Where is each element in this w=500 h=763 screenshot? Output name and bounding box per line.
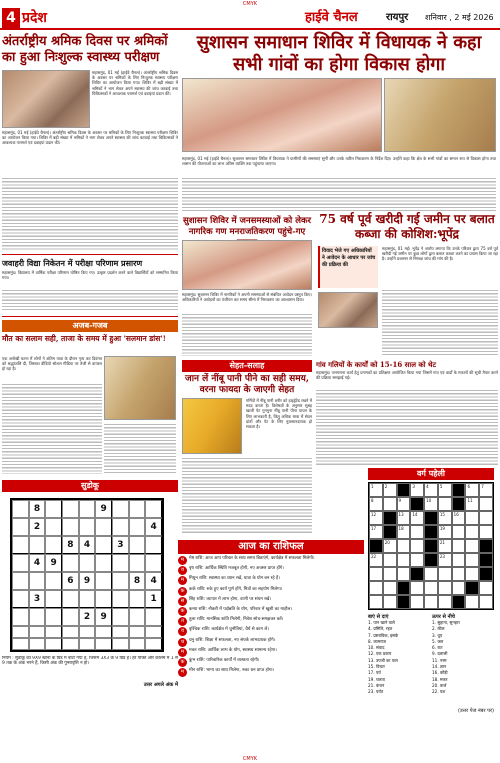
crossword-cell[interactable] [438, 497, 452, 511]
crossword-cell[interactable] [410, 497, 424, 511]
crossword-cell[interactable] [369, 581, 383, 595]
sudoku-cell [12, 626, 29, 638]
sudoku-cell [79, 638, 96, 650]
crossword-cell[interactable]: 18 [397, 525, 411, 539]
crossword-cell[interactable] [479, 539, 493, 553]
sudoku-cell [12, 554, 29, 572]
sudoku-cell [129, 554, 146, 572]
divider [2, 316, 178, 317]
crossword-cell[interactable] [383, 553, 397, 567]
rashifal-text: वृष राशि: आर्थिक स्थिति मजबूत होगी, नए अवसर प्राप्त होंगे। [189, 566, 284, 572]
crossword-clue: 23. पर्वत [368, 689, 384, 695]
crossword-cell[interactable] [438, 567, 452, 581]
crossword-cell[interactable] [383, 581, 397, 595]
crossword-cell[interactable]: 14 [410, 511, 424, 525]
across-heading: बाएं से दाएं [368, 614, 389, 620]
sudoku-cell [79, 590, 96, 608]
sudoku-cell [79, 626, 96, 638]
ajab-body: एक अनोखी घटना में लोगों ने अंतिम यात्रा के दौरान नृत्य कर दिवंगत को श्रद्धांजलि दी, जिसका वीडियो सोशल मीडिया पर तेजी से वायरल हो रहा है। [2, 356, 102, 372]
sudoku-cell [145, 626, 162, 638]
down-heading: ऊपर से नीचे [432, 614, 455, 620]
exam-body: महासमुंद। विद्यालय में वार्षिक परीक्षा परिणाम घोषित किए गए। उत्कृष्ट प्रदर्शन करने वाले विद्यार्थियों को सम्मानित किया गया। [2, 270, 178, 281]
rashifal-title: आज का राशिफल [178, 540, 364, 554]
crossword-cell[interactable]: 6 [465, 483, 479, 497]
crossword-clue: 18. मकर [432, 676, 448, 682]
crossword-cell[interactable] [452, 539, 466, 553]
sudoku-cell [129, 536, 146, 554]
sudoku-cell [145, 638, 162, 650]
sudoku-cell [45, 518, 62, 536]
sudoku-cell [12, 608, 29, 626]
census-body: महासमुंद। जनगणना कार्य हेतु प्रगणकों का प्रशिक्षण आयोजित किया गया जिसमें गांव एवं वार्डों के मकानों की सूची तैयार करने की प्रक्रिया समझाई गई। [316, 370, 498, 381]
crossword-cell[interactable] [465, 595, 479, 609]
sudoku-cell [12, 572, 29, 590]
issue-date: शनिवार , 2 मई 2026 [425, 13, 494, 22]
sudoku-cell [95, 518, 112, 536]
sudoku-title: सुडोकू [2, 480, 178, 492]
sushasan-photo-main [182, 78, 382, 152]
sudoku-cell [112, 626, 129, 638]
sudoku-cell [29, 572, 46, 590]
crossword-cell[interactable] [410, 595, 424, 609]
crossword-clue: 1. सुहाना, सुनहरा [432, 620, 460, 625]
rashifal-item [178, 658, 364, 667]
sudoku-cell [79, 500, 96, 518]
rashifal-item [178, 607, 364, 616]
sudoku-cell [45, 638, 62, 650]
sudoku-cell [112, 518, 129, 536]
sudoku-cell: 9 [45, 554, 62, 572]
sudoku-cell [79, 554, 96, 572]
rashifal-text: तुला राशि: मानसिक शांति मिलेगी, निवेश सोच-समझकर करें। [189, 617, 284, 623]
sudoku-cell [95, 536, 112, 554]
sudoku-cell: 8 [29, 500, 46, 518]
page-number: 4 [2, 8, 20, 28]
rashifal-text: मेष राशि: आज आप परिवार के साथ समय बिताएंगे, कार्यक्षेत्र में सफलता मिलेगी। [189, 556, 315, 561]
page-header [0, 8, 500, 30]
crossword-clue: 12. एक प्रकार [368, 651, 392, 657]
crossword-cell[interactable] [424, 553, 438, 567]
labour-day-headline: अंतर्राष्ट्रीय श्रमिक दिवस पर श्रमिकों का हुआ निःशुल्क स्वास्थ्य परीक्षण [2, 34, 168, 65]
crossword-cell[interactable] [479, 553, 493, 567]
sudoku-cell [45, 608, 62, 626]
rashifal-list [178, 556, 364, 752]
crossword-clue: 1. पान खाने वाले [368, 620, 395, 625]
rashifal-item [178, 668, 364, 677]
crossword-cell[interactable] [479, 525, 493, 539]
crossword-cell[interactable]: 8 [369, 497, 383, 511]
crossword-cell[interactable]: 23 [438, 553, 452, 567]
crossword-clue: 16. कौड़ी [432, 670, 448, 676]
crossword-clue: 11. नरम [432, 657, 447, 663]
health-column-text [182, 456, 312, 534]
labour-day-body-1: महासमुंद, 01 मई (हाईवे चैनल)। अंतर्राष्ट्रीय श्रमिक दिवस के अवसर पर श्रमिकों के लिए निःशुल्क स्वास्थ्य परीक्षण शिविर का आयोजन किया गया। शिविर में बड़ी संख्या में श्रमिकों ने भाग लेकर अपने स्वास्थ्य की जांच करवाई तथा चिकित्सकों ने आवश्यक परामर्श एवं दवाइयां प्रदान कीं। [92, 70, 178, 96]
crossword-cell[interactable] [465, 511, 479, 525]
crossword-cell[interactable]: 21 [438, 539, 452, 553]
crossword-cell[interactable] [479, 497, 493, 511]
sudoku-cell [112, 500, 129, 518]
crossword-clue: 4. प्रमिलि, रहत [368, 626, 393, 632]
zodiac-icon: म [178, 576, 187, 585]
crossword-clue: 20. कर्ज [432, 682, 447, 688]
crossword-cell[interactable] [465, 581, 479, 595]
sudoku-cell: 2 [29, 518, 46, 536]
janganana-body: महासमुंद। सुशासन शिविर में नागरिकों ने अपनी समस्याओं से संबंधित आवेदन प्रस्तुत किए। अधिकारियों ने आवेदनों का पंजीयन कर समय सीमा में निराकरण का आश्वासन दिया। [182, 292, 312, 303]
sudoku-cell [45, 500, 62, 518]
crossword-cell[interactable] [452, 483, 466, 497]
crossword-cell[interactable]: 20 [383, 539, 397, 553]
sudoku-cell: 9 [95, 500, 112, 518]
labour-day-column-text [2, 176, 178, 250]
sudoku-cell: 1 [145, 590, 162, 608]
rashifal-text: धनु राशि: शिक्षा में सफलता, नए संपर्क लाभदायक होंगे। [189, 637, 276, 643]
across-clues [368, 620, 430, 696]
crossword-cell[interactable] [369, 595, 383, 609]
print-mark-bottom: CMYK [242, 756, 258, 762]
rashifal-text: सिंह राशि: व्यापार में लाभ होगा, वाणी पर संयम रखें। [189, 596, 272, 602]
crossword-footer: (उत्तर पेज नंबर पर) [457, 708, 494, 714]
crossword-cell[interactable]: 5 [438, 483, 452, 497]
rashifal-text: कन्या राशि: नौकरी में पदोन्नति के योग, परिवार में खुशी का माहौल। [189, 606, 293, 612]
sudoku-cell [129, 638, 146, 650]
ajab-headline: मौत का सलाम सही, ताजा के समय में हुआ 'सलमान डांस'! [2, 334, 166, 343]
health-section-title: सेहत-सलाह [182, 360, 312, 372]
sudoku-cell [29, 638, 46, 650]
brand-name: हाईवे चैनल [305, 10, 358, 25]
crossword-cell[interactable] [424, 595, 438, 609]
crossword-cell[interactable] [383, 497, 397, 511]
ajab-column-text [2, 382, 102, 474]
crossword-cell[interactable] [479, 511, 493, 525]
down-clues [432, 620, 496, 696]
sudoku-cell: 9 [95, 608, 112, 626]
sudoku-cell [45, 590, 62, 608]
crossword-grid [368, 482, 494, 610]
crossword-cell[interactable] [424, 511, 438, 525]
crossword-cell[interactable] [397, 567, 411, 581]
sudoku-cell [129, 590, 146, 608]
zodiac-icon: म [178, 556, 187, 565]
land-photo [318, 292, 378, 328]
crossword-cell[interactable]: 1 [369, 483, 383, 497]
crossword-down [432, 614, 496, 696]
health-headline: जान लें नींबू पानी पीने का सही समय, वरना फायदा के जाएगी सेहत [185, 374, 309, 395]
sudoku-cell [129, 626, 146, 638]
section-name: प्रदेश [22, 10, 47, 26]
sudoku-cell [112, 638, 129, 650]
sudoku-cell [12, 500, 29, 518]
crossword-cell[interactable]: 12 [369, 511, 383, 525]
crossword-clue: 21. कंचन [368, 682, 385, 688]
sudoku-cell [95, 572, 112, 590]
sudoku-cell [145, 608, 162, 626]
sushasan-body: महासमुंद, 01 मई (हाईवे चैनल)। सुशासन समाधान शिविर में विधायक ने ग्रामीणों की समस्याएं सुनीं और उनके त्वरित निराकरण के निर्देश दिए। उन्होंने कहा कि क्षेत्र के सभी गांवों का समान रूप से विकास होगा तथा शासन की योजनाओं का लाभ अंतिम व्यक्ति तक पहुंचाया जाएगा। [182, 156, 496, 167]
sudoku-cell [145, 554, 162, 572]
crossword-cell[interactable] [410, 539, 424, 553]
health-body: गर्मियों में नींबू पानी शरीर को हाइड्रेटेड रखने में मदद करता है। विशेषज्ञों के अनुसार सुबह खाली पेट गुनगुना नींबू पानी पीना पाचन के लिए लाभकारी है, किंतु अधिक मात्रा में सेवन दांतों और पेट के लिए नुकसानदायक हो सकता है। [246, 398, 312, 430]
labour-day-body-2: महासमुंद, 01 मई (हाईवे चैनल)। अंतर्राष्ट्रीय श्रमिक दिवस के अवसर पर श्रमिकों के लिए निःशुल्क स्वास्थ्य परीक्षण शिविर का आयोजन किया गया। शिविर में बड़ी संख्या में श्रमिकों ने भाग लेकर अपने स्वास्थ्य की जांच करवाई तथा चिकित्सकों ने आवश्यक परामर्श एवं दवाइयां प्रदान कीं। [2, 130, 178, 146]
crossword-cell[interactable] [424, 525, 438, 539]
crossword-cell[interactable]: 2 [383, 483, 397, 497]
labour-day-photo [2, 70, 90, 128]
crossword-clue: 19. चलता [368, 676, 385, 682]
crossword-cell[interactable] [383, 511, 397, 525]
crossword-cell[interactable] [397, 581, 411, 595]
rashifal-text: वृश्चिक राशि: कार्यक्षेत्र में चुनौतियां, धैर्य से काम लें। [189, 627, 269, 633]
crossword-clue: 9. दलाली [432, 651, 448, 657]
janganana-column-text [182, 312, 312, 356]
zodiac-icon: स [178, 597, 187, 606]
city-name: रायपुर [386, 12, 409, 23]
crossword-clue: 17. पर्व [368, 670, 381, 676]
sudoku-cell [112, 590, 129, 608]
sudoku-cell: 4 [145, 518, 162, 536]
crossword-cell[interactable] [452, 525, 466, 539]
crossword-cell[interactable] [410, 567, 424, 581]
sudoku-footer: उत्तर अगले अंक में [143, 682, 178, 688]
land-column-text [382, 288, 498, 356]
crossword-cell[interactable] [424, 581, 438, 595]
sudoku-cell: 6 [62, 572, 79, 590]
sudoku-cell: 4 [79, 536, 96, 554]
janganana-headline: सुशासन शिविर में जनसमस्याओं को लेकर नागरिक गण मनराजतिकरण पहुंचे-गए [183, 216, 311, 237]
janganana-photo [182, 240, 312, 290]
crossword-cell[interactable]: 10 [424, 497, 438, 511]
crossword-cell[interactable] [383, 595, 397, 609]
crossword-cell[interactable] [465, 525, 479, 539]
sudoku-cell [29, 626, 46, 638]
zodiac-icon: क [178, 607, 187, 616]
crossword-across [368, 614, 430, 696]
sudoku-cell [62, 638, 79, 650]
crossword-cell[interactable] [438, 595, 452, 609]
sushasan-column-text [182, 176, 496, 212]
sudoku-cell [29, 608, 46, 626]
sudoku-cell [62, 626, 79, 638]
zodiac-icon: म [178, 668, 187, 677]
sudoku-cell [12, 590, 29, 608]
print-mark-top: CMYK [242, 1, 258, 7]
sudoku-cell [129, 500, 146, 518]
sudoku-cell [12, 536, 29, 554]
crossword-cell[interactable]: 7 [479, 483, 493, 497]
crossword-cell[interactable] [397, 483, 411, 497]
crossword-cell[interactable] [479, 567, 493, 581]
crossword-cell[interactable] [397, 553, 411, 567]
crossword-cell[interactable] [465, 553, 479, 567]
rashifal-item [178, 576, 364, 585]
crossword-cell[interactable]: 16 [452, 511, 466, 525]
sudoku-cell [12, 518, 29, 536]
rashifal-text: कुंभ राशि: पारिवारिक कार्यों में व्यस्तता रहेगी। [189, 657, 260, 663]
sudoku-cell: 9 [79, 572, 96, 590]
ajab-section-title: अजब-गजब [2, 320, 178, 332]
exam-column-text [2, 288, 178, 310]
sudoku-cell: 8 [129, 572, 146, 590]
sudoku-cell [45, 626, 62, 638]
rashifal-item [178, 566, 364, 575]
sudoku-rules: नियम : सुडोकू को 9X9 खानों के ग्रिड में बांटा गया है, जिसमें 3X3 के 9 ग्रिड हैं। हर पंक्ति और कॉलम में 1 से 9 तक के अंक भरने हैं, किसी अंक की पुनरावृत्ति न हो। [2, 656, 178, 667]
sudoku-cell [45, 572, 62, 590]
sudoku-cell [12, 638, 29, 650]
ajab-column-text-2 [104, 422, 176, 474]
crossword-cell[interactable] [410, 553, 424, 567]
zodiac-icon: व [178, 627, 187, 636]
crossword-cell[interactable]: 15 [438, 511, 452, 525]
sudoku-cell [112, 554, 129, 572]
rashifal-item [178, 597, 364, 606]
sudoku-cell: 4 [145, 572, 162, 590]
crossword-cell[interactable] [369, 567, 383, 581]
crossword-clue: 22. यश [432, 689, 446, 695]
crossword-cell[interactable] [452, 595, 466, 609]
divider [2, 254, 178, 255]
sudoku-cell [129, 608, 146, 626]
crossword-cell[interactable] [465, 567, 479, 581]
rashifal-item [178, 648, 364, 657]
crossword-clue: 5. जल [432, 638, 444, 644]
crossword-cell[interactable] [383, 525, 397, 539]
sudoku-cell: 8 [62, 536, 79, 554]
sudoku-cell [45, 536, 62, 554]
rashifal-text: मकर राशि: आर्थिक लाभ के योग, स्वास्थ्य सामान्य रहेगा। [189, 647, 277, 653]
rashifal-item [178, 556, 364, 565]
crossword-cell[interactable]: 9 [397, 497, 411, 511]
sudoku-cell [95, 554, 112, 572]
sudoku-cell [129, 518, 146, 536]
ajab-photo [104, 356, 176, 420]
crossword-cell[interactable] [479, 581, 493, 595]
sudoku-cell [29, 536, 46, 554]
crossword-cell[interactable] [452, 497, 466, 511]
land-pull-quote: विवाद भेजे गए अधिकारियों ने आवेदन के आधार पर जांच की प्रक्रिया की [318, 246, 378, 288]
crossword-cell[interactable] [479, 595, 493, 609]
sudoku-grid [10, 498, 164, 652]
health-photo [182, 398, 242, 454]
sudoku-cell: 3 [112, 536, 129, 554]
sudoku-cell [62, 590, 79, 608]
crossword-clue: 10. संवाद [368, 645, 385, 651]
rashifal-item [178, 617, 364, 626]
crossword-cell[interactable] [452, 567, 466, 581]
crossword-cell[interactable] [452, 581, 466, 595]
sudoku-cell [145, 536, 162, 554]
crossword-cell[interactable] [410, 525, 424, 539]
crossword-cell[interactable] [383, 567, 397, 581]
zodiac-icon: व [178, 566, 187, 575]
crossword-cell[interactable]: 13 [397, 511, 411, 525]
sudoku-cell: 2 [79, 608, 96, 626]
rashifal-text: मीन राशि: भाग्य का साथ मिलेगा, रुका धन प्राप्त होगा। [189, 668, 275, 674]
zodiac-icon: म [178, 648, 187, 657]
crossword-clue: 3. धूप [432, 632, 443, 638]
sudoku-cell: 4 [29, 554, 46, 572]
sudoku-cell: 3 [29, 590, 46, 608]
crossword-clue: 6. रात [432, 645, 443, 651]
crossword-clue: 7. प्रस्ताविक, इसके [368, 632, 399, 638]
crossword-clue: 15. विचार [368, 664, 385, 670]
crossword-cell[interactable]: 22 [369, 553, 383, 567]
crossword-cell[interactable] [410, 581, 424, 595]
crossword-cell[interactable]: 19 [438, 525, 452, 539]
census-column-text [316, 388, 498, 466]
crossword-cell[interactable]: 11 [465, 497, 479, 511]
crossword-cell[interactable] [438, 581, 452, 595]
land-headline: 75 वर्ष पूर्व खरीदी गई जमीन पर बलात कब्जा की कोशिश:भूपेंद्र [319, 212, 495, 241]
sudoku-cell [112, 608, 129, 626]
sudoku-cell [62, 500, 79, 518]
crossword-cell[interactable] [424, 539, 438, 553]
exam-headline: जवाहरी विद्या निकेतन में परीक्षा परिणाम प्रसारण [2, 258, 143, 268]
sudoku-cell [95, 590, 112, 608]
zodiac-icon: त [178, 617, 187, 626]
sudoku-cell [62, 608, 79, 626]
zodiac-icon: क [178, 587, 187, 596]
crossword-clue: 13. उपजी का फल [368, 657, 398, 663]
rashifal-item [178, 638, 364, 647]
crossword-title: वर्ग पहेली [368, 468, 494, 480]
crossword-clue: 14. ज्ञान [432, 664, 447, 670]
crossword-cell[interactable] [369, 539, 383, 553]
sudoku-cell [79, 518, 96, 536]
sudoku-cell [62, 554, 79, 572]
crossword-cell[interactable] [397, 595, 411, 609]
sudoku-cell [95, 638, 112, 650]
rashifal-text: मिथुन राशि: स्वास्थ्य का ध्यान रखें, यात्रा के योग बन रहे हैं। [189, 576, 280, 582]
rashifal-text: कर्क राशि: रुके हुए कार्य पूर्ण होंगे, मित्रों का सहयोग मिलेगा। [189, 586, 283, 592]
crossword-cell[interactable]: 3 [410, 483, 424, 497]
land-body: महासमुंद, 01 मई। भूपेंद्र ने आरोप लगाया कि उनके परिवार द्वारा 75 वर्ष पूर्व खरीदी गई जमीन पर कुछ लोगों द्वारा बलात कब्जा करने का प्रयास किया जा रहा है। उन्होंने प्रशासन से निष्पक्ष जांच की मांग की है। [382, 246, 498, 262]
crossword-clue: 8. कामराज [368, 638, 387, 644]
sudoku-cell [62, 518, 79, 536]
rashifal-item [178, 627, 364, 636]
sudoku-cell [112, 572, 129, 590]
crossword-cell[interactable]: 4 [424, 483, 438, 497]
sudoku-cell [95, 626, 112, 638]
crossword-cell[interactable] [397, 539, 411, 553]
sushasan-photo-side [384, 78, 496, 152]
crossword-cell[interactable]: 17 [369, 525, 383, 539]
crossword-cell[interactable] [424, 567, 438, 581]
crossword-cell[interactable] [465, 539, 479, 553]
crossword-cell[interactable] [452, 553, 466, 567]
crossword-clue: 2. कील [432, 626, 445, 632]
zodiac-icon: ध [178, 638, 187, 647]
zodiac-icon: क [178, 658, 187, 667]
sudoku-cell [145, 500, 162, 518]
rashifal-item [178, 587, 364, 596]
census-headline: गांव गलियों के कार्यों को 15-16 साल को थेट [316, 360, 437, 369]
sushasan-headline: सुशासन समाधान शिविर में विधायक ने कहा सभी गांवों का होगा विकास होगा [196, 32, 482, 75]
